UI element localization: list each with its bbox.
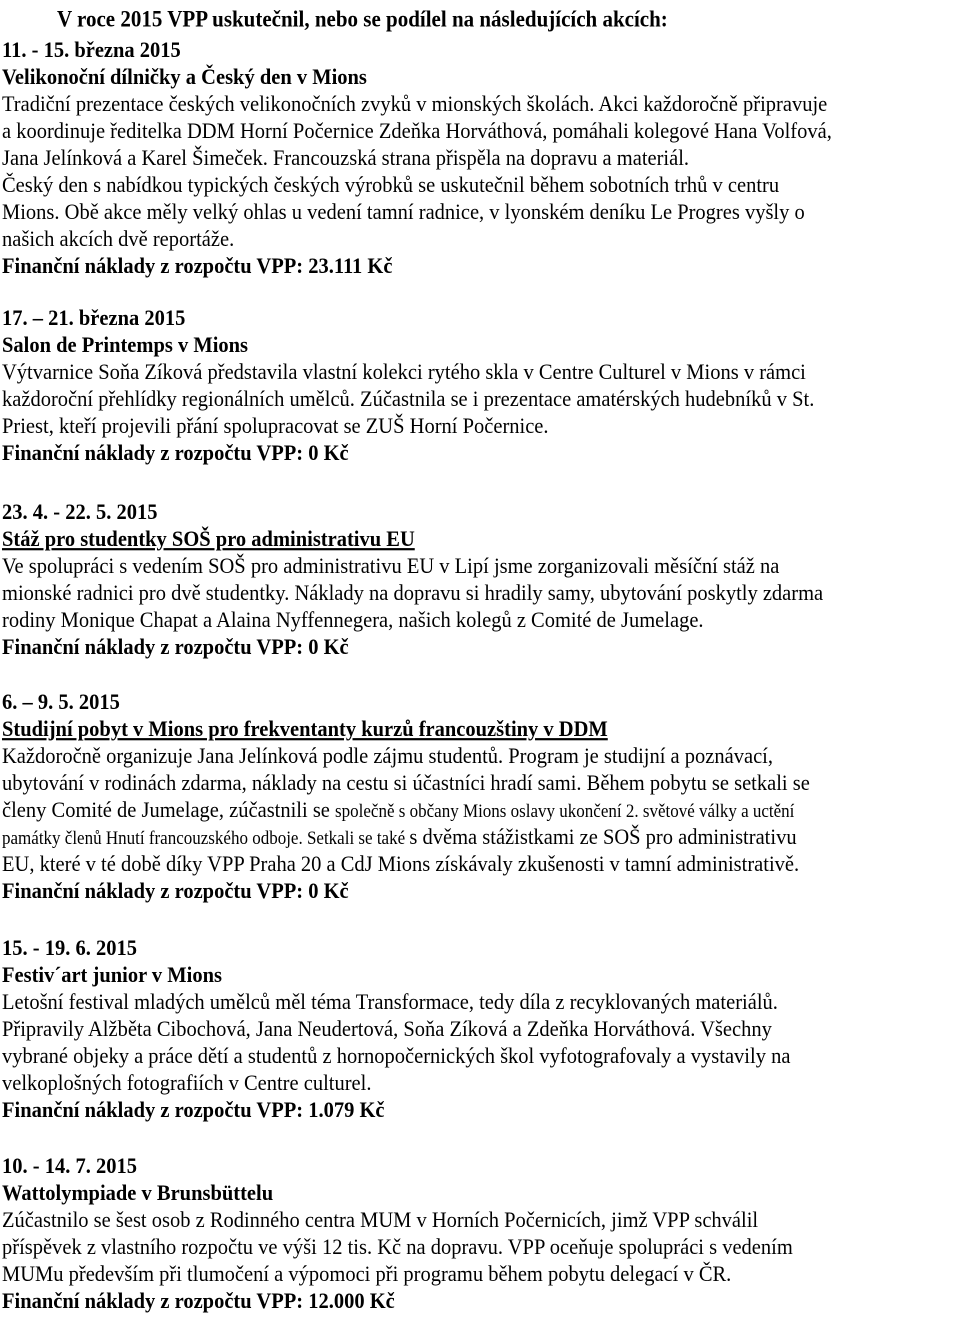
event-description-line: EU, které v té době díky VPP Praha 20 a CdJ Mions získávaly zkušenosti v tamní administrativě. <box>2 852 800 877</box>
event-date: 11. - 15. března 2015 <box>2 38 181 63</box>
event-description-line: vybrané objeky a práce dětí a studentů z hornopočernických škol vyfotografovaly a vystavily na <box>2 1044 791 1069</box>
page-heading: V roce 2015 VPP uskutečnil, nebo se podílel na následujících akcích: <box>57 5 668 33</box>
event-description-line: MUMu především při tlumočení a výpomoci při programu během pobytu delegací v ČR. <box>2 1262 732 1287</box>
event-description-line: našich akcích dvě reportáže. <box>2 227 235 252</box>
event-description-line: velkoplošných fotografiích v Centre culturel. <box>2 1071 372 1096</box>
event-description-line: mionské radnici pro dvě studentky. Náklady na dopravu si hradily samy, ubytování poskytly zdarma <box>2 581 824 606</box>
event-title <box>2 525 960 555</box>
event-description-line: Zúčastnilo se šest osob z Rodinného centra MUM v Horních Počernicích, jimž VPP schválil <box>2 1208 759 1233</box>
description-segment: členy Comité de Jumelage, zúčastnili se <box>2 798 336 823</box>
event-section <box>2 498 960 660</box>
event-title-text: Stáž pro studentky SOŠ pro administrativu EU <box>2 527 415 552</box>
event-description-line: Priest, kteří projevili přání spolupracovat se ZUŠ Horní Počernice. <box>2 414 549 439</box>
event-section <box>2 934 960 1123</box>
event-title <box>2 961 960 991</box>
event-cost: Finanční náklady z rozpočtu VPP: 23.111 Kč <box>2 254 393 279</box>
event-description-line: Výtvarnice Soňa Zíková představila vlastní kolekci rytého skla v Centre Culturel v Mions v rámci <box>2 360 806 385</box>
event-date: 23. 4. - 22. 5. 2015 <box>2 500 158 525</box>
description-segment: památky členů Hnutí francouzského odboje. Setkali se také <box>2 827 410 849</box>
description-segment: společně s občany Mions oslavy ukončení 2. světové války a uctění <box>335 800 795 822</box>
event-cost: Finanční náklady z rozpočtu VPP: 0 Kč <box>2 635 349 660</box>
event-description-line: Připravily Alžběta Cibochová, Jana Neudertová, Soňa Zíková a Zdeňka Horváthová. Všechny <box>2 1017 772 1042</box>
event-date: 6. – 9. 5. 2015 <box>2 690 120 715</box>
event-title <box>2 715 960 745</box>
event-cost: Finanční náklady z rozpočtu VPP: 0 Kč <box>2 879 349 904</box>
event-section <box>2 688 960 904</box>
event-description-line <box>2 796 960 826</box>
event-title <box>2 331 960 361</box>
event-cost: Finanční náklady z rozpočtu VPP: 12.000 Kč <box>2 1289 395 1314</box>
event-description-line: Ve spolupráci s vedením SOŠ pro administrativu EU v Lipí jsme zorganizovali měsíční stáž na <box>2 554 780 579</box>
event-description-line: Mions. Obě akce měly velký ohlas u vedení tamní radnice, v lyonském deníku Le Progres vyšly o <box>2 200 805 225</box>
event-description-line: ubytování v rodinách zdarma, náklady na cestu si účastníci hradí sami. Během pobytu se setkali se <box>2 771 810 796</box>
event-description-line: a koordinuje ředitelka DDM Horní Počernice Zdeňka Horváthová, pomáhali kolegové Hana Volfová, <box>2 119 832 144</box>
event-title-text: Velikonoční dílničky a Český den v Mions <box>2 65 367 90</box>
event-cost: Finanční náklady z rozpočtu VPP: 0 Kč <box>2 441 349 466</box>
event-title <box>2 63 960 93</box>
event-cost: Finanční náklady z rozpočtu VPP: 1.079 Kč <box>2 1098 385 1123</box>
event-description-line: Tradiční prezentace českých velikonočních zvyků v mionských školách. Akci každoročně připravuje <box>2 92 828 117</box>
event-date: 15. - 19. 6. 2015 <box>2 936 137 961</box>
event-description-line <box>2 823 960 853</box>
event-section <box>2 36 960 279</box>
event-section <box>2 304 960 466</box>
event-description-line: každoroční přehlídky regionálních umělců. Zúčastnila se i prezentace amatérských hudebníků v St. <box>2 387 815 412</box>
event-title-text: Festiv´art junior v Mions <box>2 963 222 988</box>
event-description-line: Letošní festival mladých umělců měl téma Transformace, tedy díla z recyklovaných materiálů. <box>2 990 778 1015</box>
event-date: 17. – 21. března 2015 <box>2 306 186 331</box>
event-date: 10. - 14. 7. 2015 <box>2 1154 137 1179</box>
event-title <box>2 1179 960 1209</box>
event-title-text: Salon de Printemps v Mions <box>2 333 249 358</box>
event-title-text: Wattolympiade v Brunsbüttelu <box>2 1181 274 1206</box>
event-title-text: Studijní pobyt v Mions pro frekventanty kurzů francouzštiny v DDM <box>2 717 608 742</box>
event-section <box>2 1152 960 1314</box>
description-segment: s dvěma stážistkami ze SOŠ pro administrativu <box>409 825 797 850</box>
event-description-line: Jana Jelínková a Karel Šimeček. Francouzská strana přispěla na dopravu a materiál. <box>2 146 690 171</box>
event-description-line: příspěvek z vlastního rozpočtu ve výši 12 tis. Kč na dopravu. VPP oceňuje spolupráci s vedením <box>2 1235 793 1260</box>
event-description-line: rodiny Monique Chapat a Alaina Nyffennegera, našich kolegů z Comité de Jumelage. <box>2 608 704 633</box>
event-description-line: Každoročně organizuje Jana Jelínková podle zájmu studentů. Program je studijní a poznávací, <box>2 744 773 769</box>
event-description-line: Český den s nabídkou typických českých výrobků se uskutečnil během sobotních trhů v centru <box>2 173 780 198</box>
